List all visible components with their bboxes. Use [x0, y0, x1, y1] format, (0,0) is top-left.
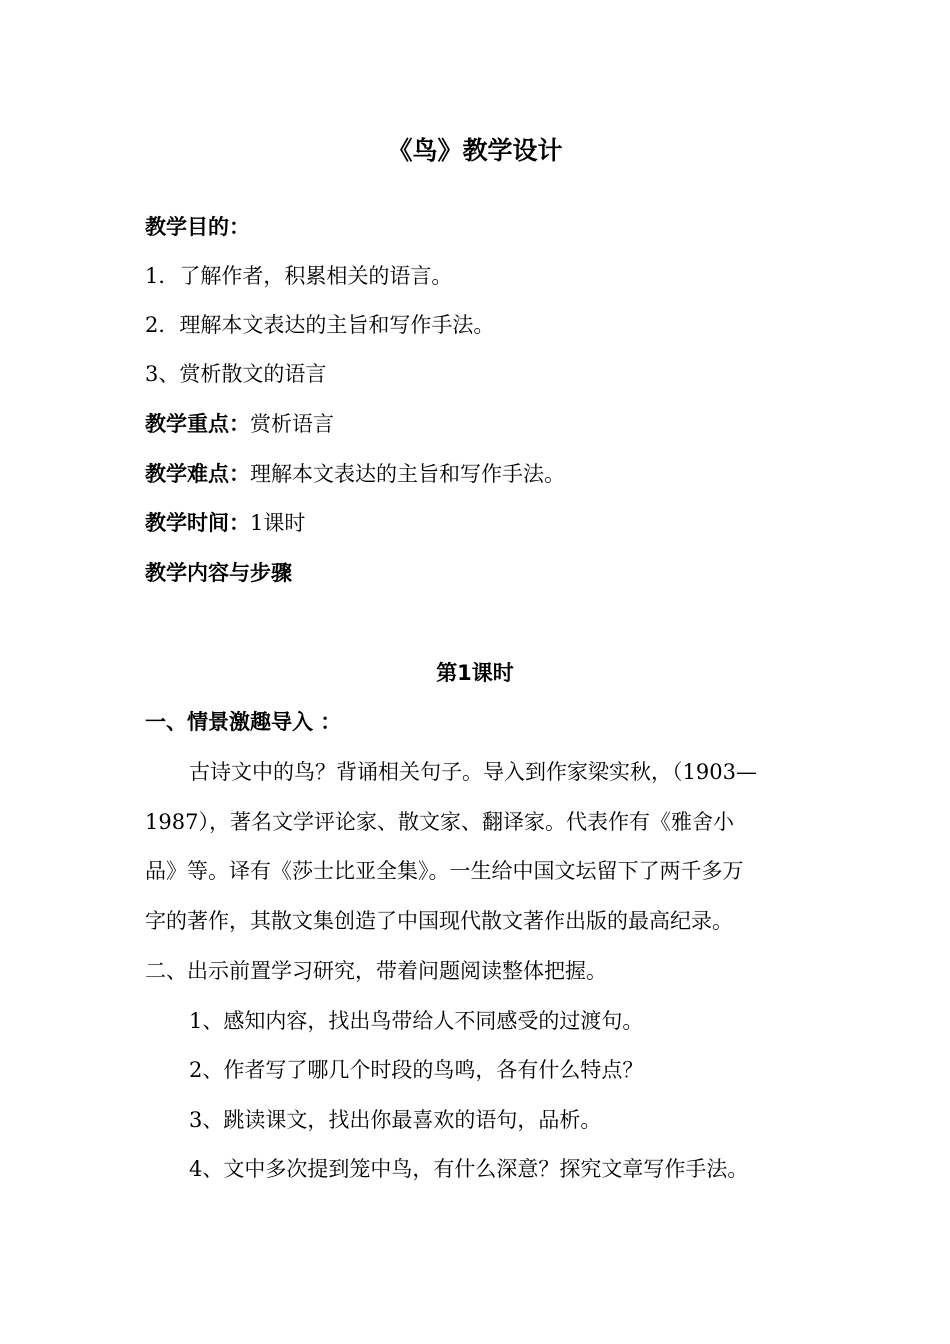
section1-line-1: 古诗文中的鸟？背诵相关句子。导入到作家梁实秋，（1903— — [189, 760, 757, 784]
objective-item-1: 1．了解作者，积累相关的语言。 — [145, 264, 453, 288]
section2-heading: 二、出示前置学习研究，带着问题阅读整体把握。 — [145, 959, 607, 983]
key-point-value: 赏析语言 — [250, 412, 334, 436]
section2-item-3: 3、跳读课文，找出你最喜欢的语句，品析。 — [189, 1108, 602, 1132]
section2-item-2: 2、作者写了哪几个时段的鸟鸣，各有什么特点？ — [189, 1058, 644, 1082]
section2-item-4: 4、文中多次提到笼中鸟，有什么深意？探究文章写作手法。 — [189, 1157, 749, 1181]
objective-item-2: 2．理解本文表达的主旨和写作手法。 — [145, 313, 495, 337]
time-value: 1课时 — [250, 511, 306, 535]
objective-item-3: 3、赏析散文的语言 — [145, 362, 327, 386]
document-title: 《鸟》教学设计 — [387, 136, 563, 165]
key-point-label: 教学重点： — [145, 412, 250, 436]
content-heading: 教学内容与步骤 — [145, 561, 292, 585]
difficulty-row — [145, 459, 805, 489]
section1-line-2: 1987），著名文学评论家、散文家、翻译家。代表作有《雅舍小 — [145, 810, 734, 834]
time-row — [145, 508, 805, 538]
section1-line-3: 品》等。译有《莎士比亚全集》。一生给中国文坛留下了两千多万 — [145, 859, 744, 883]
objectives-heading: 教学目的： — [145, 215, 250, 239]
difficulty-label: 教学难点： — [145, 462, 250, 486]
section1-heading: 一、情景激趣导入 ： — [145, 710, 342, 734]
key-point-row — [145, 409, 805, 439]
section2-item-1: 1、感知内容，找出鸟带给人不同感受的过渡句。 — [189, 1009, 644, 1033]
time-label: 教学时间： — [145, 511, 250, 535]
difficulty-value: 理解本文表达的主旨和写作手法。 — [250, 462, 565, 486]
section1-line-4: 字的著作，其散文集创造了中国现代散文著作出版的最高纪录。 — [145, 909, 733, 933]
lesson-title: 第1课时 — [436, 661, 514, 685]
